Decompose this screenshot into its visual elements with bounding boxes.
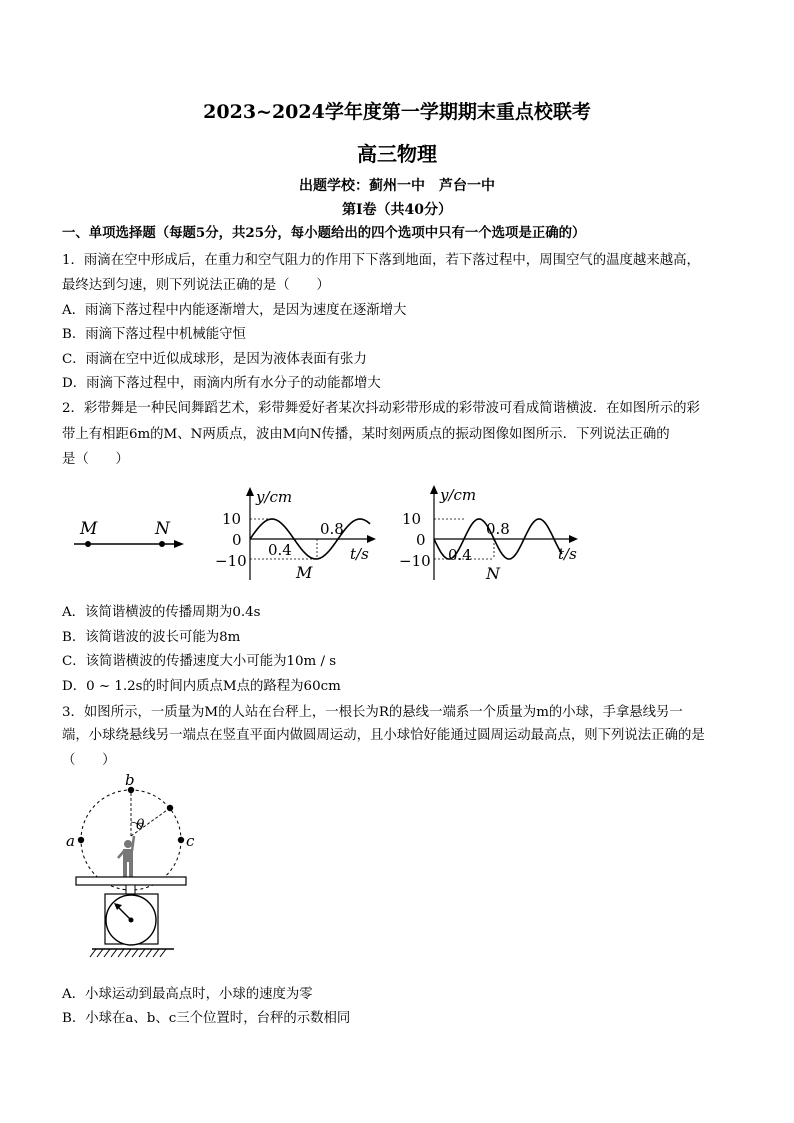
q2-option-d: D．0 ~ 1.2s的时间内质点M点的路程为60cm bbox=[62, 679, 341, 694]
q1-option-a: A．雨滴下落过程中内能逐渐增大，是因为速度在逐渐增大 bbox=[62, 303, 407, 318]
label-theta: θ bbox=[136, 817, 145, 833]
tick-minus-10: −10 bbox=[399, 552, 431, 570]
tick-minus-10: −10 bbox=[215, 552, 247, 570]
section-heading: 一、单项选择题（每题5分，共25分，每小题给出的四个选项中只有一个选项是正确的） bbox=[62, 225, 586, 241]
tick-0: 0 bbox=[232, 531, 242, 549]
tick-10: 10 bbox=[222, 510, 242, 528]
q3-stem-line3: （ ） bbox=[62, 753, 116, 768]
q1-option-b: B．雨滴下落过程中机械能守恒 bbox=[62, 327, 246, 342]
q2-stem-line1: 2．彩带舞是一种民间舞蹈艺术，彩带舞爱好者某次抖动彩带形成的彩带波可看成简谐横波．在如图所示的彩 bbox=[62, 401, 700, 416]
q3-figure bbox=[62, 772, 202, 972]
label-c: c bbox=[186, 832, 195, 850]
q2-option-a: A．该简谐横波的传播周期为0.4s bbox=[62, 605, 261, 620]
tick-0.4: 0.4 bbox=[448, 546, 472, 564]
label-a: a bbox=[66, 832, 75, 850]
arrow-right-icon bbox=[174, 540, 184, 548]
arrow-right-icon bbox=[367, 535, 376, 543]
q2-stem-line3: 是（ ） bbox=[62, 452, 129, 467]
point-m-label: M bbox=[80, 519, 98, 539]
ball-c bbox=[178, 837, 184, 843]
q3-stem-line2: 端，小球绕悬线另一端点在竖直平面内做圆周运动，且小球恰好能通过圆周运动最高点，则下列说法正确的是 bbox=[62, 728, 705, 743]
q1-stem-line2: 最终达到匀速，则下列说法正确的是（ ） bbox=[62, 278, 330, 293]
tick-0.8: 0.8 bbox=[486, 520, 510, 538]
q1-option-d: D．雨滴下落过程中，雨滴内所有水分子的动能都增大 bbox=[62, 376, 381, 391]
exam-volume: 第Ⅰ卷（共40分） bbox=[341, 202, 453, 218]
graph-m-label: M bbox=[296, 563, 313, 582]
label-b: b bbox=[125, 772, 135, 789]
q3-option-a: A．小球运动到最高点时，小球的速度为零 bbox=[62, 987, 313, 1002]
y-axis-label: y/cm bbox=[440, 486, 477, 504]
scale-platform bbox=[76, 877, 186, 885]
ball-a bbox=[78, 837, 84, 843]
q2-graph-n bbox=[396, 480, 586, 584]
y-axis-label: y/cm bbox=[256, 488, 293, 506]
ball-theta bbox=[167, 805, 173, 811]
arrow-right-icon bbox=[569, 535, 578, 543]
point-n-dot bbox=[159, 541, 165, 547]
q2-option-b: B．该简谐波的波长可能为8m bbox=[62, 630, 241, 645]
q1-option-c: C．雨滴在空中近似成球形，是因为液体表面有张力 bbox=[62, 352, 367, 367]
exam-title: 2023~2024学年度第一学期期末重点校联考 bbox=[203, 101, 591, 123]
graph-n-label: N bbox=[486, 564, 500, 583]
tick-10: 10 bbox=[402, 510, 422, 528]
person-icon bbox=[118, 836, 134, 877]
tick-0.8: 0.8 bbox=[320, 520, 344, 538]
q1-stem-line1: 1．雨滴在空中形成后，在重力和空气阻力的作用下下落到地面，若下落过程中，周围空气的温度越来越高， bbox=[62, 253, 700, 268]
q2-rope-figure bbox=[70, 510, 190, 560]
t-axis-label: t/s bbox=[558, 545, 577, 563]
q2-graph-m bbox=[212, 484, 382, 584]
q3-option-b: B．小球在a、b、c三个位置时，台秤的示数相同 bbox=[62, 1011, 351, 1026]
t-axis-label: t/s bbox=[350, 545, 369, 563]
ground-hatch bbox=[90, 949, 166, 957]
q2-option-c: C．该简谐横波的传播速度大小可能为10m / s bbox=[62, 654, 337, 669]
tick-0.4: 0.4 bbox=[268, 541, 292, 559]
q2-stem-line2: 带上有相距6m的M、N两质点，波由M向N传播，某时刻两质点的振动图像如图所示．下列说法正确的 bbox=[62, 427, 670, 442]
point-m-dot bbox=[85, 541, 91, 547]
exam-subject: 高三物理 bbox=[357, 142, 437, 166]
arrow-up-icon bbox=[430, 485, 438, 494]
point-n-label: N bbox=[155, 519, 170, 539]
tick-0: 0 bbox=[416, 531, 426, 549]
exam-school: 出题学校：蓟州一中 芦台一中 bbox=[299, 178, 495, 194]
q3-stem-line1: 3．如图所示，一质量为M的人站在台秤上，一根长为R的悬线一端系一个质量为m的小球，手拿悬线另一 bbox=[62, 705, 683, 720]
arrow-up-icon bbox=[246, 487, 254, 496]
